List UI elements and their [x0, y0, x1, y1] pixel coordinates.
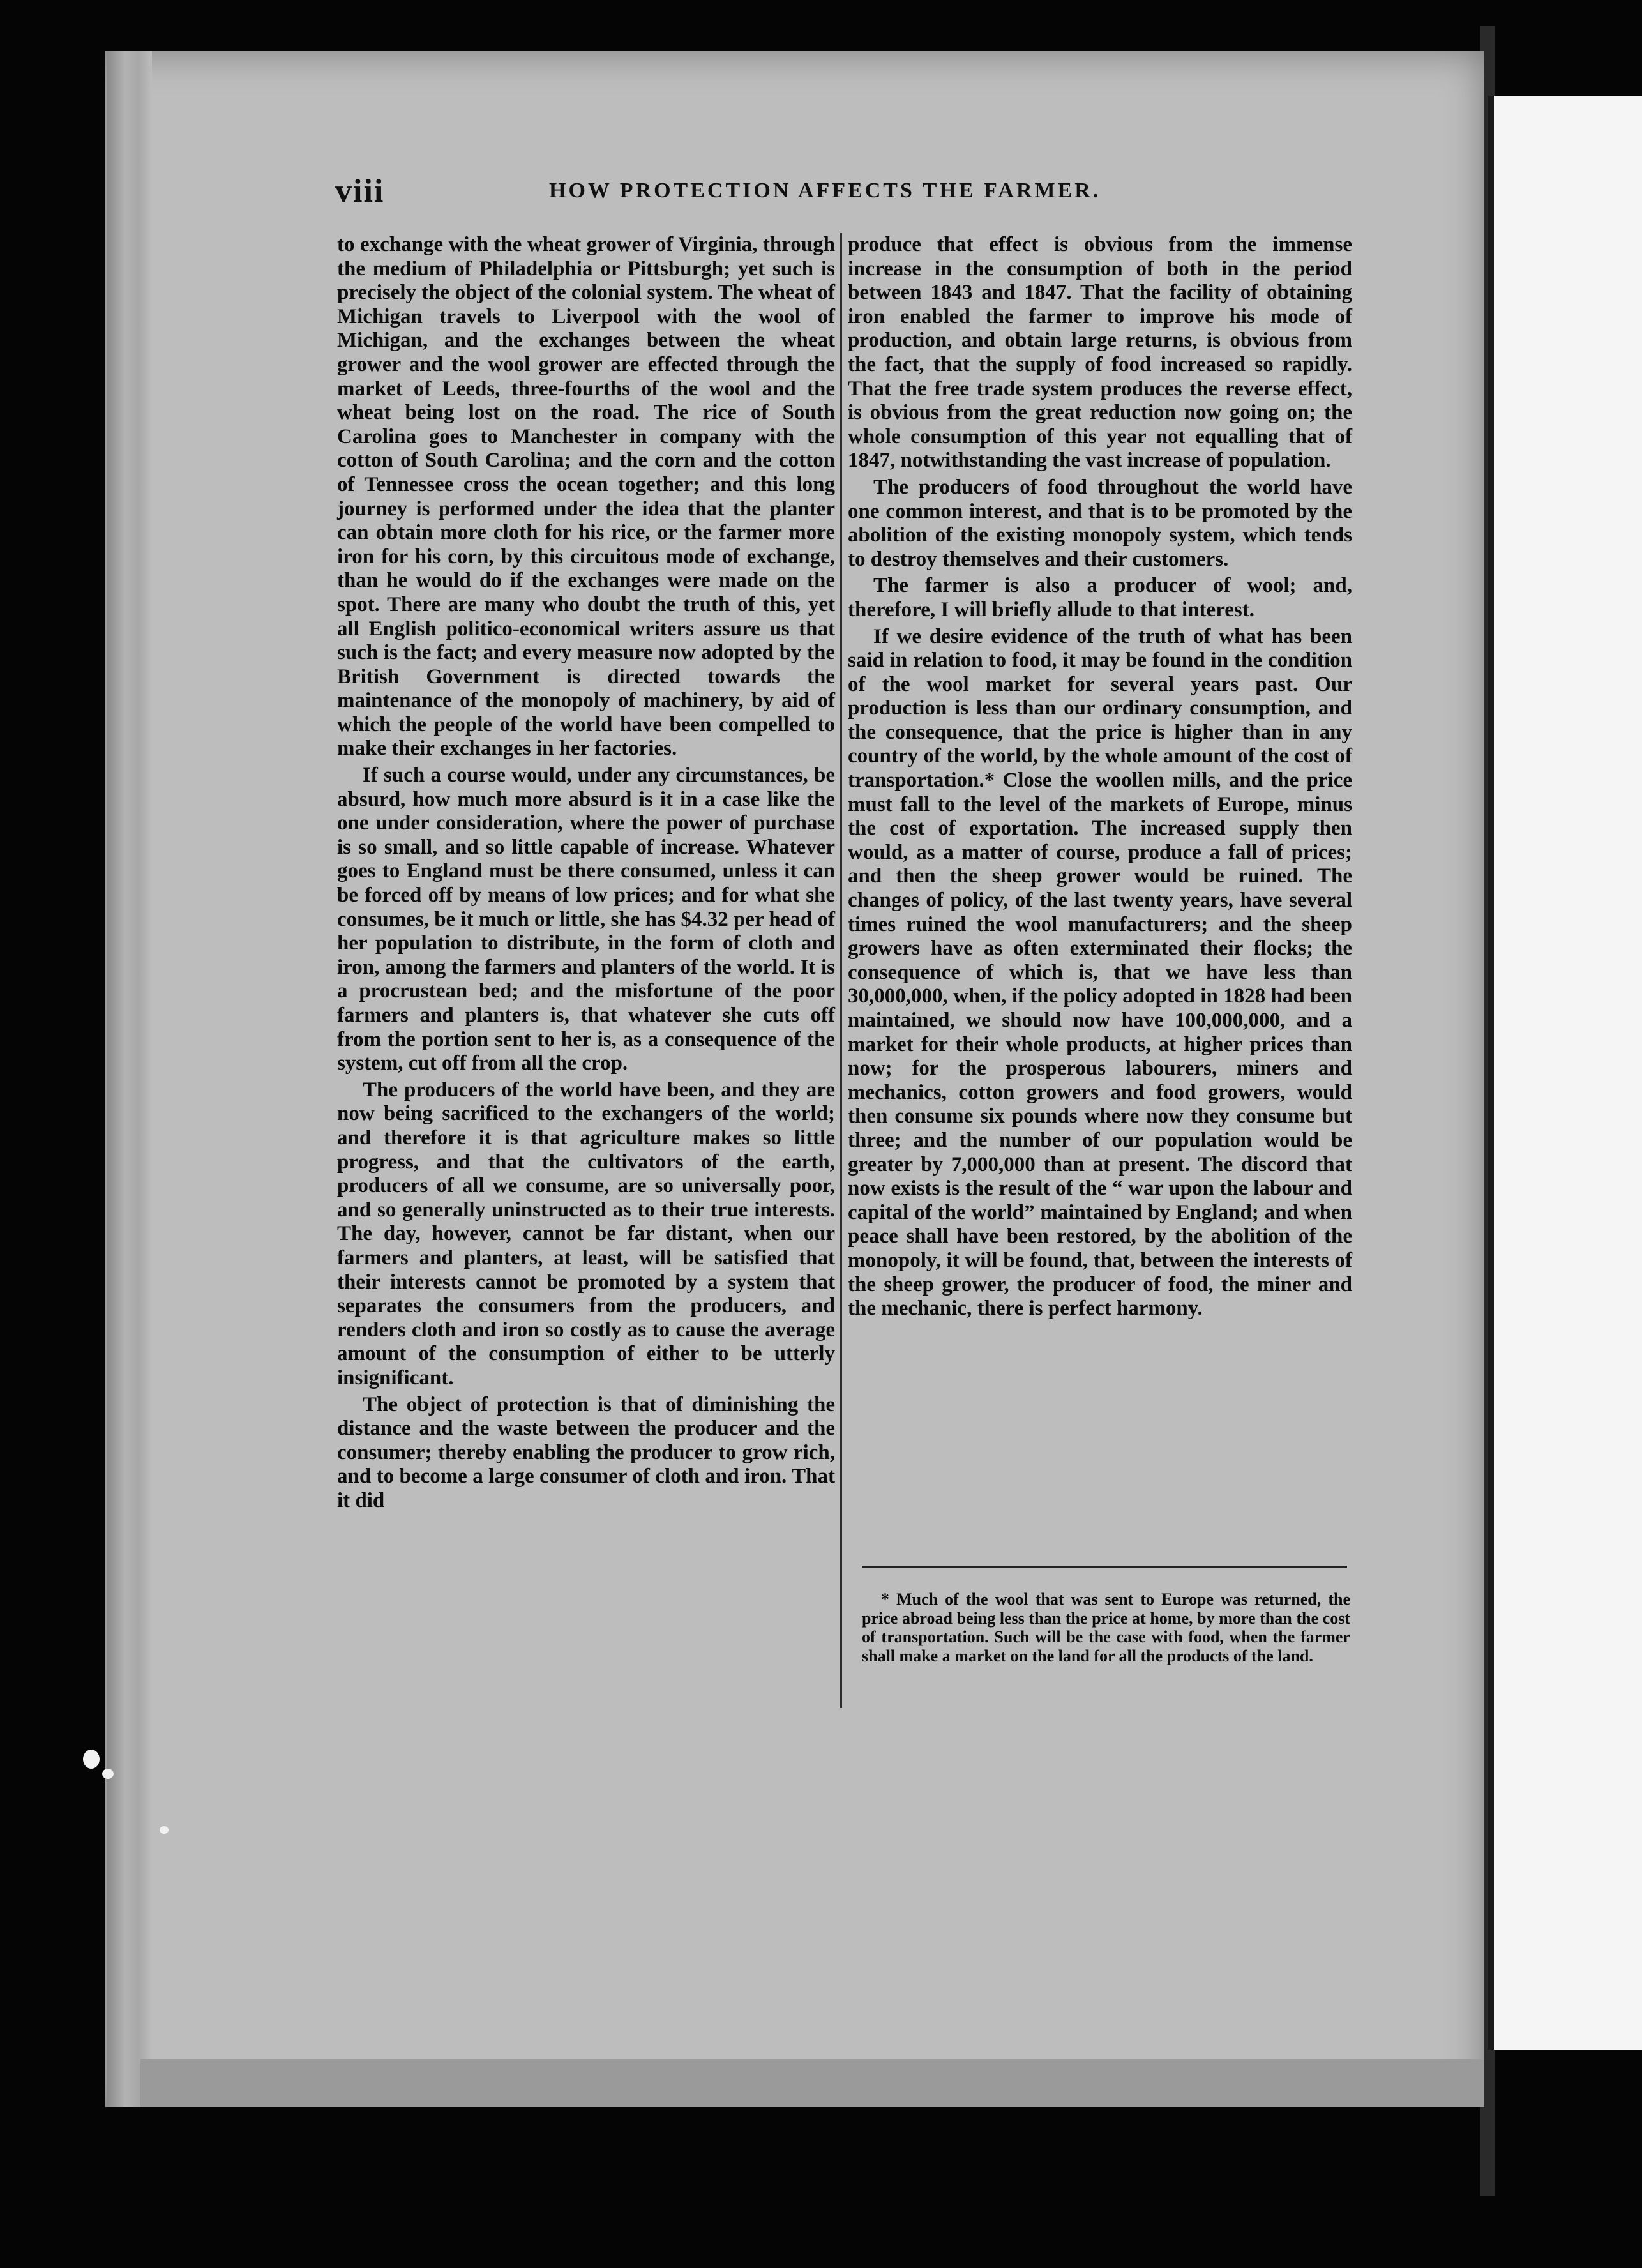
paragraph: The producers of the world have been, and they are now being sacrificed to the exchangers of the world; and therefore it is that agriculture makes so little progress, and that the cultivators of the earth, producers of all we consume, are so universally poor, and so generally uninstructed as to their true interests. The day, however, cannot be far distant, when our farmers and planters, at least, will be satisfied that their interests cannot be promoted by a system that separates the consumers from the producers, and renders cloth and iron so costly as to cause the average amount of the consumption of either to be utterly insignificant.: [337, 1078, 835, 1389]
page-number: viii: [335, 173, 385, 209]
column-divider: [840, 233, 842, 1708]
paragraph: If such a course would, under any circumstances, be absurd, how much more absurd is it in a case like the one under consideration, where the power of purchase is so small, and so little capable of increase. Whatever goes to England must be there consumed, unless it can be forced off by means of low prices; and for what she consumes, be it much or little, she has $4.32 per head of her population to distribute, in the form of cloth and iron, among the farmers and planters of the world. It is a procrustean bed; and the misfortune of the poor farmers and planters is, that whatever she cuts off from the portion sent to her is, as a consequence of the system, cut off from all the crop.: [337, 764, 835, 1075]
scan-speck: [160, 1826, 169, 1834]
footnote: * Much of the wool that was sent to Europe was returned, the price abroad being less than the price at home, by more than the cost of transportation. Such will be the case with food, when the farmer shall make a market on the land for all the products of the land.: [862, 1590, 1350, 1665]
paragraph: If we desire evidence of the truth of what has been said in relation to food, it may be found in the condition of the wool market for several years past. Our production is less than our ordinary consumption, and the consequence, that the price is higher than in any country of the world, by the whole amount of the cost of transportation.* Close the woollen mills, and the price must fall to the level of the markets of Europe, minus the cost of exportation. The increased supply then would, as a matter of course, produce a fall of prices; and then the sheep grower would be ruined. The changes of policy, of the last twenty years, have several times ruined the wool manufacturers; and the sheep growers have as often exterminated their flocks; the consequence of which is, that we have less than 30,000,000, when, if the policy adopted in 1828 had been maintained, we should now have 100,000,000, and a market for their whole products, at higher prices than now; for the prosperous labourers, miners and mechanics, cotton growers and food growers, would then consume six pounds where now they consume but three; and the number of our population would be greater by 7,000,000 than at present. The discord that now exists is the result of the “ war upon the labour and capital of the world” maintained by England; and when peace shall have been restored, by the abolition of the monopoly, it will be found, that, between the interests of the sheep grower, the producer of food, the miner and the mechanic, there is perfect harmony.: [848, 624, 1352, 1320]
paragraph: produce that effect is obvious from the immense increase in the consumption of both in the period between 1843 and 1847. That the facility of obtaining iron enabled the farmer to improve his mode of production, and obtain large returns, is obvious from the fact, that the supply of food increased so rapidly. That the free trade system produces the reverse effect, is obvious from the great reduction now going on; the whole consumption of this year not equalling that of 1847, notwithstanding the vast increase of population.: [848, 233, 1352, 472]
paragraph: The object of protection is that of diminishing the distance and the waste between the producer and the consumer; thereby enabling the producer to grow rich, and to become a large consumer of cloth and iron. That it did: [337, 1393, 835, 1512]
footnote-rule: [862, 1566, 1347, 1568]
left-column: [337, 233, 835, 1513]
facing-page-edge: [1488, 96, 1642, 2050]
paragraph: The producers of food throughout the world have one common interest, and that is to be promoted by the abolition of the existing monopoly system, which tends to destroy themselves and their customers.: [848, 475, 1352, 571]
running-head: HOW PROTECTION AFFECTS THE FARMER.: [549, 179, 1101, 202]
page-binding-edge: [107, 51, 152, 2107]
page-bottom-margin: [140, 2059, 1484, 2107]
scan-speck: [102, 1769, 114, 1779]
page-header: [335, 172, 1357, 217]
paragraph: The farmer is also a producer of wool; and, therefore, I will briefly allude to that interest.: [848, 574, 1352, 621]
right-column: [848, 233, 1352, 1321]
paragraph: to exchange with the wheat grower of Virginia, through the medium of Philadelphia or Pittsburgh; yet such is precisely the object of the colonial system. The wheat of Michigan travels to Liverpool with the wool of Michigan, and the exchanges between the wheat grower and the wool grower are effected through the market of Leeds, three-fourths of the wool and the wheat being lost on the road. The rice of South Carolina goes to Manchester in company with the cotton of South Carolina; and the corn and the cotton of Tennessee cross the ocean together; and this long journey is performed under the idea that the planter can obtain more cloth for his rice, or the farmer more iron for his corn, by this circuitous mode of exchange, than he would do if the exchanges were made on the spot. There are many who doubt the truth of this, yet all English politico-economical writers assure us that such is the fact; and every measure now adopted by the British Government is directed towards the maintenance of the monopoly of machinery, by aid of which the people of the world have been compelled to make their exchanges in her factories.: [337, 233, 835, 760]
scan-speck: [83, 1750, 100, 1769]
